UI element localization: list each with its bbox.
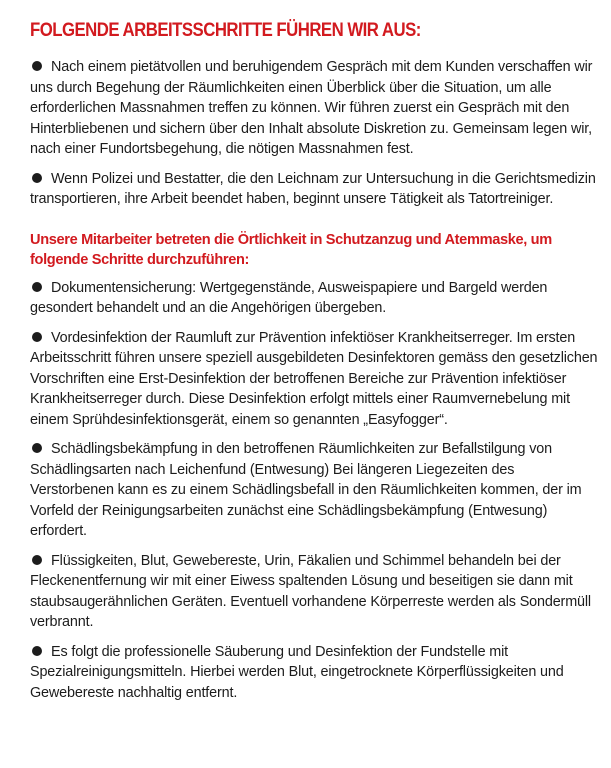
list-item: [30, 328, 600, 431]
list-item-text: Schädlingsbekämpfung in den betroffenen Räumlichkeiten zur Befallstilgung von Schädlingsarten nach Leichenfund (Entwesung) Bei längeren Liegezeiten des Verstorbenen kann es zu einem Schädlingsbefall in den Räumlichkeiten kommen, der im Vorfeld der Reinigungsarbeiten zunächst eine Schädlingsbekämpfung (Entwesung) erfordert.: [30, 441, 582, 539]
steps-list: [30, 278, 600, 704]
list-item: [30, 57, 600, 160]
bullet-icon: [32, 173, 42, 183]
section-subheading: Unsere Mitarbeiter betreten die Örtlichkeit in Schutzanzug und Atemmaske, um folgende Schritte durchzuführen:: [30, 231, 552, 268]
list-item: [30, 169, 600, 210]
list-item: [30, 642, 600, 704]
bullet-icon: [32, 61, 42, 71]
intro-list: [30, 57, 600, 210]
list-item: [30, 439, 600, 542]
list-item-text: Dokumentensicherung: Wertgegenstände, Ausweispapiere und Bargeld werden gesondert behandelt und an die Angehörigen übergeben.: [30, 279, 548, 316]
bullet-icon: [32, 555, 42, 565]
list-item-text: Vordesinfektion der Raumluft zur Prävention infektiöser Krankheitserreger. Im ersten Arbeitsschritt führen unsere speziell ausgebildeten Desinfektoren gemäss den gesetzlichen Vorschriften eine Erst-Desinfektion der betroffenen Bereiche zur Prävention infektiöser Krankheitserreger durch. Diese Desinfektion erfolgt mittels einer Raumvernebelung mit einem Sprühdesinfektionsgerät, einem so genannten „Easyfogger“.: [30, 329, 598, 428]
document-page: [30, 18, 600, 712]
list-item-text: Wenn Polizei und Bestatter, die den Leichnam zur Untersuchung in die Gerichtsmedizin transportieren, ihre Arbeit beendet haben, beginnt unsere Tätigkeit als Tatortreiniger.: [30, 170, 596, 207]
page-title: FOLGENDE ARBEITSSCHRITTE FÜHREN WIR AUS:: [30, 19, 421, 41]
bullet-icon: [32, 443, 42, 453]
bullet-icon: [32, 646, 42, 656]
bullet-icon: [32, 332, 42, 342]
list-item-text: Es folgt die professionelle Säuberung und Desinfektion der Fundstelle mit Spezialreinigungsmitteln. Hierbei werden Blut, eingetrocknete Körperflüssigkeiten und Gewebereste nachhaltig entfernt.: [30, 643, 564, 701]
list-item-text: Nach einem pietätvollen und beruhigendem Gespräch mit dem Kunden verschaffen wir uns durch Begehung der Räumlichkeiten einen Überblick über die Situation, um alle erforderlichen Massnahmen treffen zu können. Wir führen zuerst ein Gespräch mit den Hinterbliebenen und sichern über den Inhalt absolute Diskretion zu. Gemeinsam legen wir, nach einer Fundortsbegehung, die nötigen Massnahmen fest.: [30, 59, 593, 157]
list-item-text: Flüssigkeiten, Blut, Gewebereste, Urin, Fäkalien und Schimmel behandeln bei der Fleckenentfernung wir mit einer Eiwess spaltenden Lösung und beseitigen sie dann mit staubsaugerähnlichen Geräten. Eventuell vorhandene Körperreste werden als Sondermüll verbrannt.: [30, 552, 591, 630]
list-item: [30, 278, 600, 319]
bullet-icon: [32, 282, 42, 292]
list-item: [30, 551, 600, 633]
